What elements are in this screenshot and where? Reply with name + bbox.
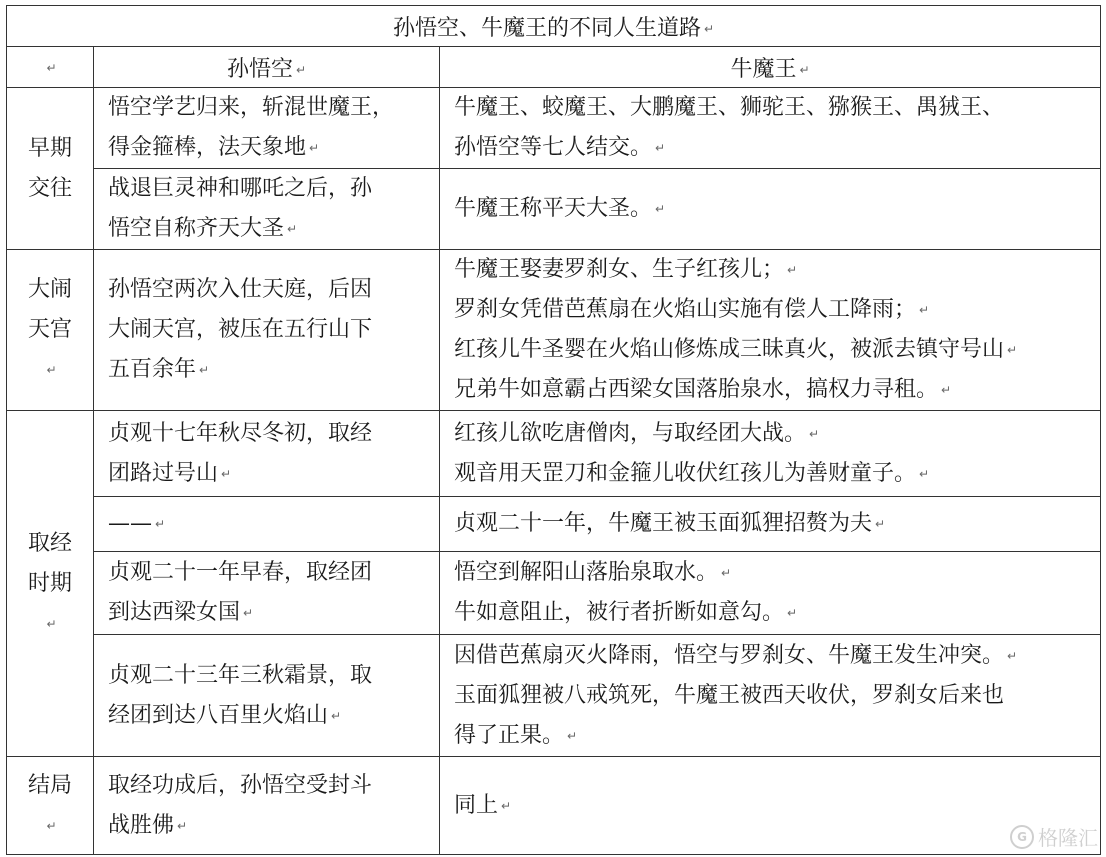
phase-early: 早期交往 — [7, 88, 94, 250]
sun-cell-8: 取经功成后，孙悟空受封斗 战胜佛 ↵ — [94, 757, 440, 855]
phase-ending: 结局↵ — [7, 757, 94, 855]
paragraph-mark-icon: ↵ — [309, 141, 320, 155]
sun-cell-2: 战退巨灵神和哪吒之后，孙 悟空自称齐天大圣 ↵ — [94, 169, 440, 250]
sun-cell-7: 贞观二十三年三秋霜景，取 经团到达八百里火焰山 ↵ — [94, 635, 440, 757]
header-sun-wukong: 孙悟空 ↵ — [94, 47, 440, 88]
niu-cell-7: 因借芭蕉扇灭火降雨，悟空与罗刹女、牛魔王发生冲突。 ↵ 玉面狐狸被八戒筑死，牛魔王被西天收伏，罗刹女后来也 得了正果。 ↵ — [440, 635, 1101, 757]
paragraph-mark-icon: ↵ — [919, 466, 930, 481]
header-blank-cell — [7, 47, 94, 88]
sun-cell-4: 贞观十七年秋尽冬初，取经 团路过号山 ↵ — [94, 411, 440, 497]
watermark-text: 格隆汇 — [1038, 826, 1098, 850]
table-title: 孙悟空、牛魔王的不同人生道路 — [392, 15, 701, 41]
sun-cell-6: 贞观二十一年早春，取经团 到达西梁女国 ↵ — [94, 552, 440, 635]
niu-cell-3: 牛魔王娶妻罗刹女、生子红孩儿； ↵ 罗刹女凭借芭蕉扇在火焰山实施有偿人工降雨； ↵ 红孩儿牛圣婴在火焰山修炼成三昧真火，被派去镇守号山 ↵ 兄弟牛如意霸占西梁女国落胎泉水，搞权力寻租。 ↵ — [440, 250, 1101, 411]
sun-cell-1: 悟空学艺归来，斩混世魔王， 得金箍棒，法天象地 ↵ — [94, 88, 440, 169]
paragraph-mark-icon: ↵ — [287, 222, 298, 236]
watermark — [1010, 822, 1098, 851]
paragraph-mark-icon: ↵ — [567, 728, 578, 743]
paragraph-mark-icon: ↵ — [655, 141, 666, 155]
paragraph-mark-icon: ↵ — [501, 798, 512, 813]
header-niu-mowang: 牛魔王 ↵ — [440, 47, 1101, 88]
niu-cell-8: 同上 ↵ — [440, 757, 1101, 855]
niu-cell-6: 悟空到解阳山落胎泉取水。 ↵ 牛如意阻止，被行者折断如意勾。 ↵ — [440, 552, 1101, 635]
paragraph-mark-icon: ↵ — [221, 466, 232, 481]
paragraph-mark-icon: ↵ — [655, 202, 666, 216]
sun-cell-3: 孙悟空两次入仕天庭，后因 大闹天宫，被压在五行山下 五百余年 ↵ — [94, 250, 440, 411]
paragraph-mark-icon: ↵ — [295, 62, 307, 77]
paragraph-mark-icon: ↵ — [703, 21, 715, 36]
paragraph-mark-icon: ↵ — [199, 363, 210, 377]
paragraph-mark-icon: ↵ — [243, 606, 254, 620]
paragraph-mark-icon: ↵ — [46, 363, 57, 377]
table-title-cell — [7, 6, 1101, 47]
paragraph-mark-icon: ↵ — [721, 566, 732, 580]
paragraph-mark-icon: ↵ — [177, 818, 188, 833]
paragraph-mark-icon: ↵ — [155, 517, 166, 531]
sun-cell-5: —— ↵ — [94, 497, 440, 552]
paragraph-mark-icon: ↵ — [1007, 343, 1018, 357]
paragraph-mark-icon: ↵ — [809, 426, 820, 441]
niu-cell-4: 红孩儿欲吃唐僧肉，与取经团大战。 ↵ 观音用天罡刀和金箍儿收伏红孩儿为善财童子。 ↵ — [440, 411, 1101, 497]
paragraph-mark-icon: ↵ — [787, 263, 798, 277]
comparison-table — [6, 5, 1101, 855]
paragraph-mark-icon: ↵ — [799, 62, 810, 77]
phase-journey: 取经时期↵ — [7, 411, 94, 757]
paragraph-mark-icon: ↵ — [875, 517, 886, 531]
paragraph-mark-icon: ↵ — [787, 606, 798, 620]
paragraph-mark-icon: ↵ — [331, 708, 342, 723]
paragraph-mark-icon: ↵ — [46, 818, 57, 833]
niu-cell-2: 牛魔王称平天大圣。 ↵ — [440, 169, 1101, 250]
paragraph-mark-icon: ↵ — [941, 383, 952, 397]
paragraph-mark-icon: ↵ — [46, 616, 57, 631]
paragraph-mark-icon: ↵ — [919, 303, 930, 317]
gelonghui-logo-icon: G — [1010, 825, 1034, 849]
niu-cell-5: 贞观二十一年，牛魔王被玉面狐狸招赘为夫 ↵ — [440, 497, 1101, 552]
phase-havoc: 大闹天宫↵ — [7, 250, 94, 411]
paragraph-mark-icon: ↵ — [1007, 648, 1018, 663]
niu-cell-1: 牛魔王、蛟魔王、大鹏魔王、狮驼王、猕猴王、禺狨王、 孙悟空等七人结交。 ↵ — [440, 88, 1101, 169]
paragraph-mark-icon: ↵ — [46, 60, 57, 75]
